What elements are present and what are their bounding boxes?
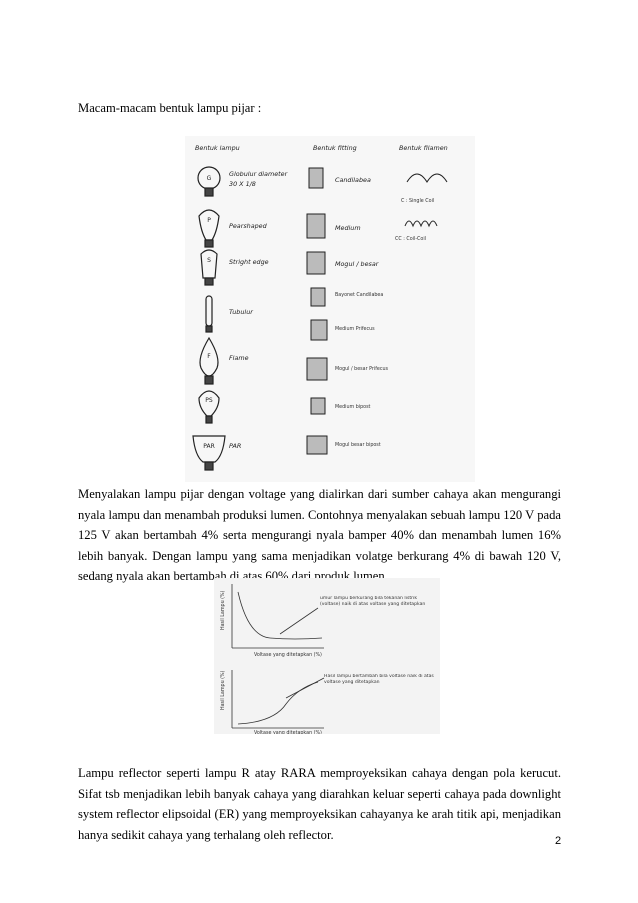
header-fitting: Bentuk fitting <box>313 144 357 152</box>
filament-label-1: C : Single Coil <box>401 199 435 204</box>
graph-top-xlabel: Voltase yang ditetapkan (%) <box>254 653 322 658</box>
fitting-label-4: Bayonet Candilabea <box>335 293 384 298</box>
paragraph-1: Menyalakan lampu pijar dengan voltage yang dialirkan dari sumber cahaya akan mengurangi nyala lampu dan menambah produksi lumen. Contohnya menyalakan sebuah lampu 120 V pada 125 V akan bertambah 4% serta mengurangi nyala bamper 40% dan menambah lumen 16% lebih banyak. Dengan lampu yang sama menjadikan volatge berkurang 4% di bawah 120 V, sedang nyala akan bertambah di atas 60% dari produk lumen. <box>78 487 561 583</box>
lamp-label-par: PAR <box>229 442 242 450</box>
lamp-code-par: PAR <box>203 443 215 450</box>
lamp-label-p: Pearshaped <box>229 222 267 230</box>
lamp-label-g: Globulur diameter <box>229 170 288 178</box>
fitting-label-3: Mogul / besar <box>335 260 379 268</box>
lamp-code-ps: PS <box>205 397 213 404</box>
paragraph-2: Lampu reflector seperti lampu R atay RARA memproyeksikan cahaya dengan pola kerucut. Sifat tsb menjadikan lebih banyak cahaya yang diarahkan keluar seperti cahaya pada downlight system reflector elipsoidal (ER) yang memproyeksikan cahayanya ke arah titik api, menjadikan hanya sedikit cahaya yang terhalang oleh reflector. <box>78 766 561 842</box>
graph-top-ylabel: Hasil Lampu (%) <box>221 590 226 630</box>
graph-bottom-ylabel: Hasil Lampu (%) <box>221 670 226 710</box>
fitting-label-8: Mogul besar bipost <box>335 443 381 448</box>
lamp-code-f: F <box>207 353 211 360</box>
lamp-code-s: S <box>207 257 211 264</box>
fitting-label-5: Medium Prifecus <box>335 327 375 332</box>
filament-label-2: CC : Coil-Coil <box>395 237 426 242</box>
lamp-label-tubulur: Tubulur <box>229 308 253 316</box>
header-lamp-shape: Bentuk lampu <box>195 144 240 152</box>
section-heading: Macam-macam bentuk lampu pijar : <box>78 101 262 115</box>
lamp-types-figure <box>185 136 475 482</box>
voltage-graphs-figure <box>214 578 440 734</box>
graph-top-note: umur lampu berkurang bila tekanan listrik (voltase) naik di atas voltase yang ditetapkan <box>320 596 426 607</box>
lamp-dim: 30 X 1/8 <box>229 180 256 188</box>
graph-bottom-xlabel: Voltase yang ditetapkan (%) <box>254 731 322 734</box>
fitting-label-1: Candilabea <box>335 176 371 184</box>
lamp-code-g: G <box>206 175 212 182</box>
fitting-label-7: Medium bipost <box>335 405 371 410</box>
lamp-label-s: Stright edge <box>229 258 269 266</box>
page-number: 2 <box>555 835 562 847</box>
header-filament: Bentuk filamen <box>399 144 448 152</box>
fitting-label-6: Mogul / besar Prifecus <box>335 367 389 372</box>
fitting-label-2: Medium <box>335 224 361 232</box>
lamp-code-p: P <box>207 217 211 224</box>
graph-bottom-note: Hasil lampu bertambah bila voltase naik di atas voltase yang ditetapkan <box>324 674 434 685</box>
lamp-label-f: Flame <box>229 354 249 362</box>
